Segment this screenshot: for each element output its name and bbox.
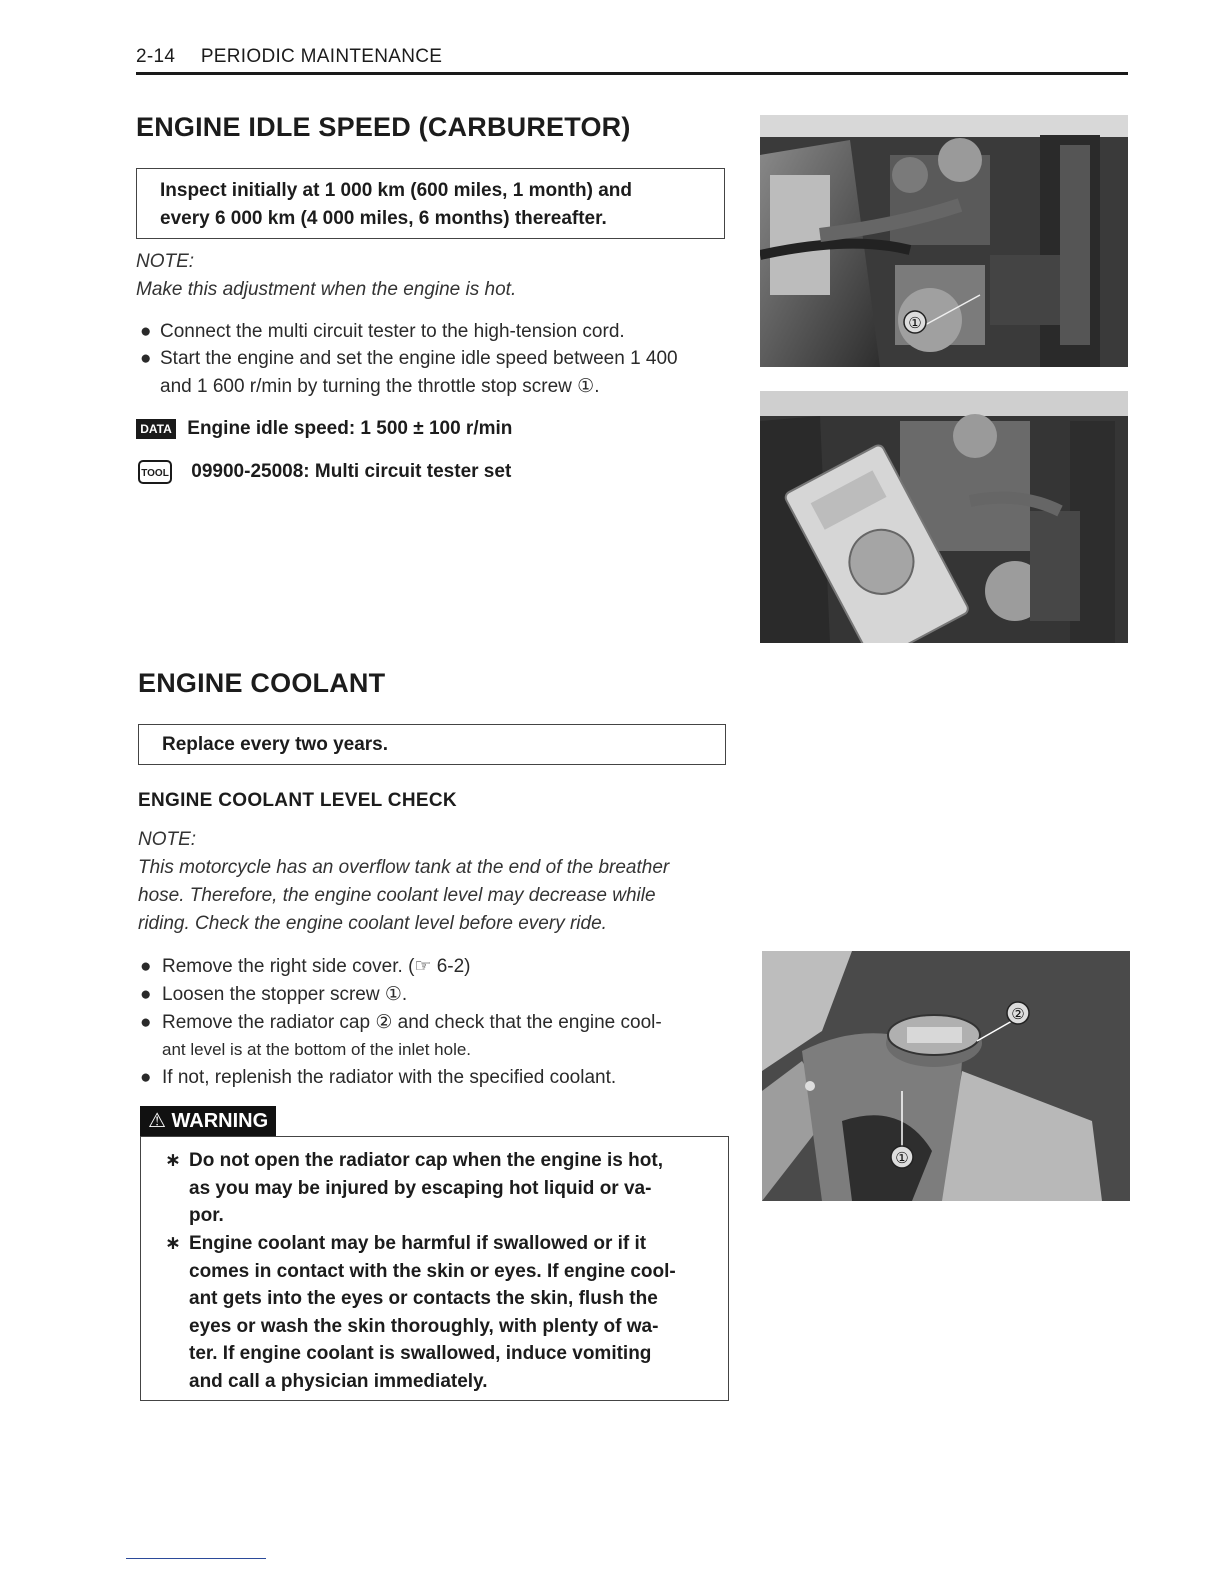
warning-2-line-1: Engine coolant may be harmful if swallowed or if it [189, 1233, 647, 1254]
coolant-bullet-3-cont: ant level is at the bottom of the inlet hole. [162, 1040, 472, 1059]
coolant-note-label: NOTE: [138, 829, 197, 850]
asterisk-icon: ∗ [165, 1233, 181, 1254]
tool-spec-text: 09900-25008: Multi circuit tester set [191, 461, 512, 482]
bullet-dot-icon: ● [140, 1012, 152, 1033]
tool-icon: TOOL [138, 460, 172, 484]
warning-1-line-3: por. [189, 1205, 224, 1226]
coolant-bullet-3-text: Remove the radiator cap ② and check that the engine cool- [162, 1012, 662, 1033]
tester-photo-image [760, 391, 1128, 643]
idle-speed-spec [136, 418, 512, 440]
idle-note-label: NOTE: [136, 251, 195, 272]
bullet-dot-icon: ● [140, 984, 152, 1005]
asterisk-icon: ∗ [165, 1150, 181, 1171]
warning-2-line-2: comes in contact with the skin or eyes. If engine cool- [189, 1260, 676, 1282]
callout-1-label: ① [908, 314, 922, 332]
idle-bullet-2 [140, 345, 760, 373]
idle-speed-spec-text: Engine idle speed: 1 500 ± 100 r/min [187, 418, 513, 439]
warning-2-line-6: and call a physician immediately. [189, 1370, 488, 1392]
bullet-dot-icon: ● [140, 956, 152, 977]
idle-schedule-line-1: Inspect initially at 1 000 km (600 miles, 1 month) and [160, 180, 632, 201]
page-header [136, 46, 442, 68]
coolant-title: ENGINE COOLANT [138, 668, 386, 698]
coolant-bullet-4-text: If not, replenish the radiator with the specified coolant. [162, 1067, 617, 1088]
warning-item-2 [165, 1230, 676, 1395]
warning-1-line-2: as you may be injured by escaping hot liquid or va- [189, 1177, 652, 1199]
callout-1-label-b: ① [895, 1149, 909, 1167]
coolant-note-line-2: hose. Therefore, the engine coolant level may decrease while [138, 885, 656, 906]
bullet-dot-icon: ● [140, 321, 152, 342]
carburetor-photo-image [760, 115, 1128, 367]
tester-photo [760, 391, 1128, 643]
idle-note-text: Make this adjustment when the engine is hot. [136, 279, 517, 300]
coolant-schedule-text: Replace every two years. [162, 734, 389, 755]
bullet-dot-icon: ● [140, 348, 152, 369]
idle-schedule-line-2: every 6 000 km (4 000 miles, 6 months) thereafter. [160, 208, 607, 229]
coolant-schedule-box [138, 724, 726, 765]
coolant-level-check-title: ENGINE COOLANT LEVEL CHECK [138, 790, 457, 811]
coolant-bullet-1 [140, 953, 471, 981]
section-title: PERIODIC MAINTENANCE [200, 46, 443, 67]
idle-speed-title: ENGINE IDLE SPEED (CARBURETOR) [136, 112, 631, 142]
callout-2-label: ② [1011, 1005, 1025, 1023]
coolant-note-line-1: This motorcycle has an overflow tank at the end of the breather [138, 857, 670, 878]
idle-bullet-1-text: Connect the multi circuit tester to the high-tension cord. [160, 321, 625, 342]
radiator-cap-photo [762, 951, 1130, 1201]
warning-label: ⚠ WARNING [140, 1106, 276, 1136]
warning-item-1 [165, 1147, 663, 1230]
bullet-dot-icon: ● [140, 1067, 152, 1088]
idle-schedule-box [136, 168, 725, 239]
data-icon: DATA [136, 419, 176, 439]
warning-box [140, 1136, 729, 1401]
idle-bullet-2-text: Start the engine and set the engine idle speed between 1 400 [160, 348, 678, 369]
coolant-bullet-2-text: Loosen the stopper screw ①. [162, 984, 408, 1005]
coolant-bullet-3 [140, 1009, 662, 1037]
page-number: 2-14 [136, 46, 176, 67]
radiator-cap-photo-image [762, 951, 1130, 1201]
coolant-note-line-3: riding. Check the engine coolant level before every ride. [138, 913, 607, 934]
idle-bullet-1 [140, 318, 760, 346]
coolant-bullet-1-text: Remove the right side cover. (☞ 6-2) [162, 956, 471, 977]
tool-spec [138, 460, 511, 484]
carburetor-photo [760, 115, 1128, 367]
header-rule [136, 72, 1128, 75]
coolant-bullet-4 [140, 1064, 616, 1092]
warning-2-line-3: ant gets into the eyes or contacts the skin, flush the [189, 1288, 658, 1309]
warning-1-line-1: Do not open the radiator cap when the engine is hot, [189, 1150, 663, 1171]
warning-2-line-4: eyes or wash the skin thoroughly, with plenty of wa- [189, 1315, 659, 1337]
warning-2-line-5: ter. If engine coolant is swallowed, induce vomiting [189, 1343, 652, 1364]
coolant-bullet-2 [140, 981, 407, 1009]
idle-bullet-2-cont: and 1 600 r/min by turning the throttle stop screw ①. [160, 376, 600, 397]
bottom-link-line [126, 1558, 266, 1559]
